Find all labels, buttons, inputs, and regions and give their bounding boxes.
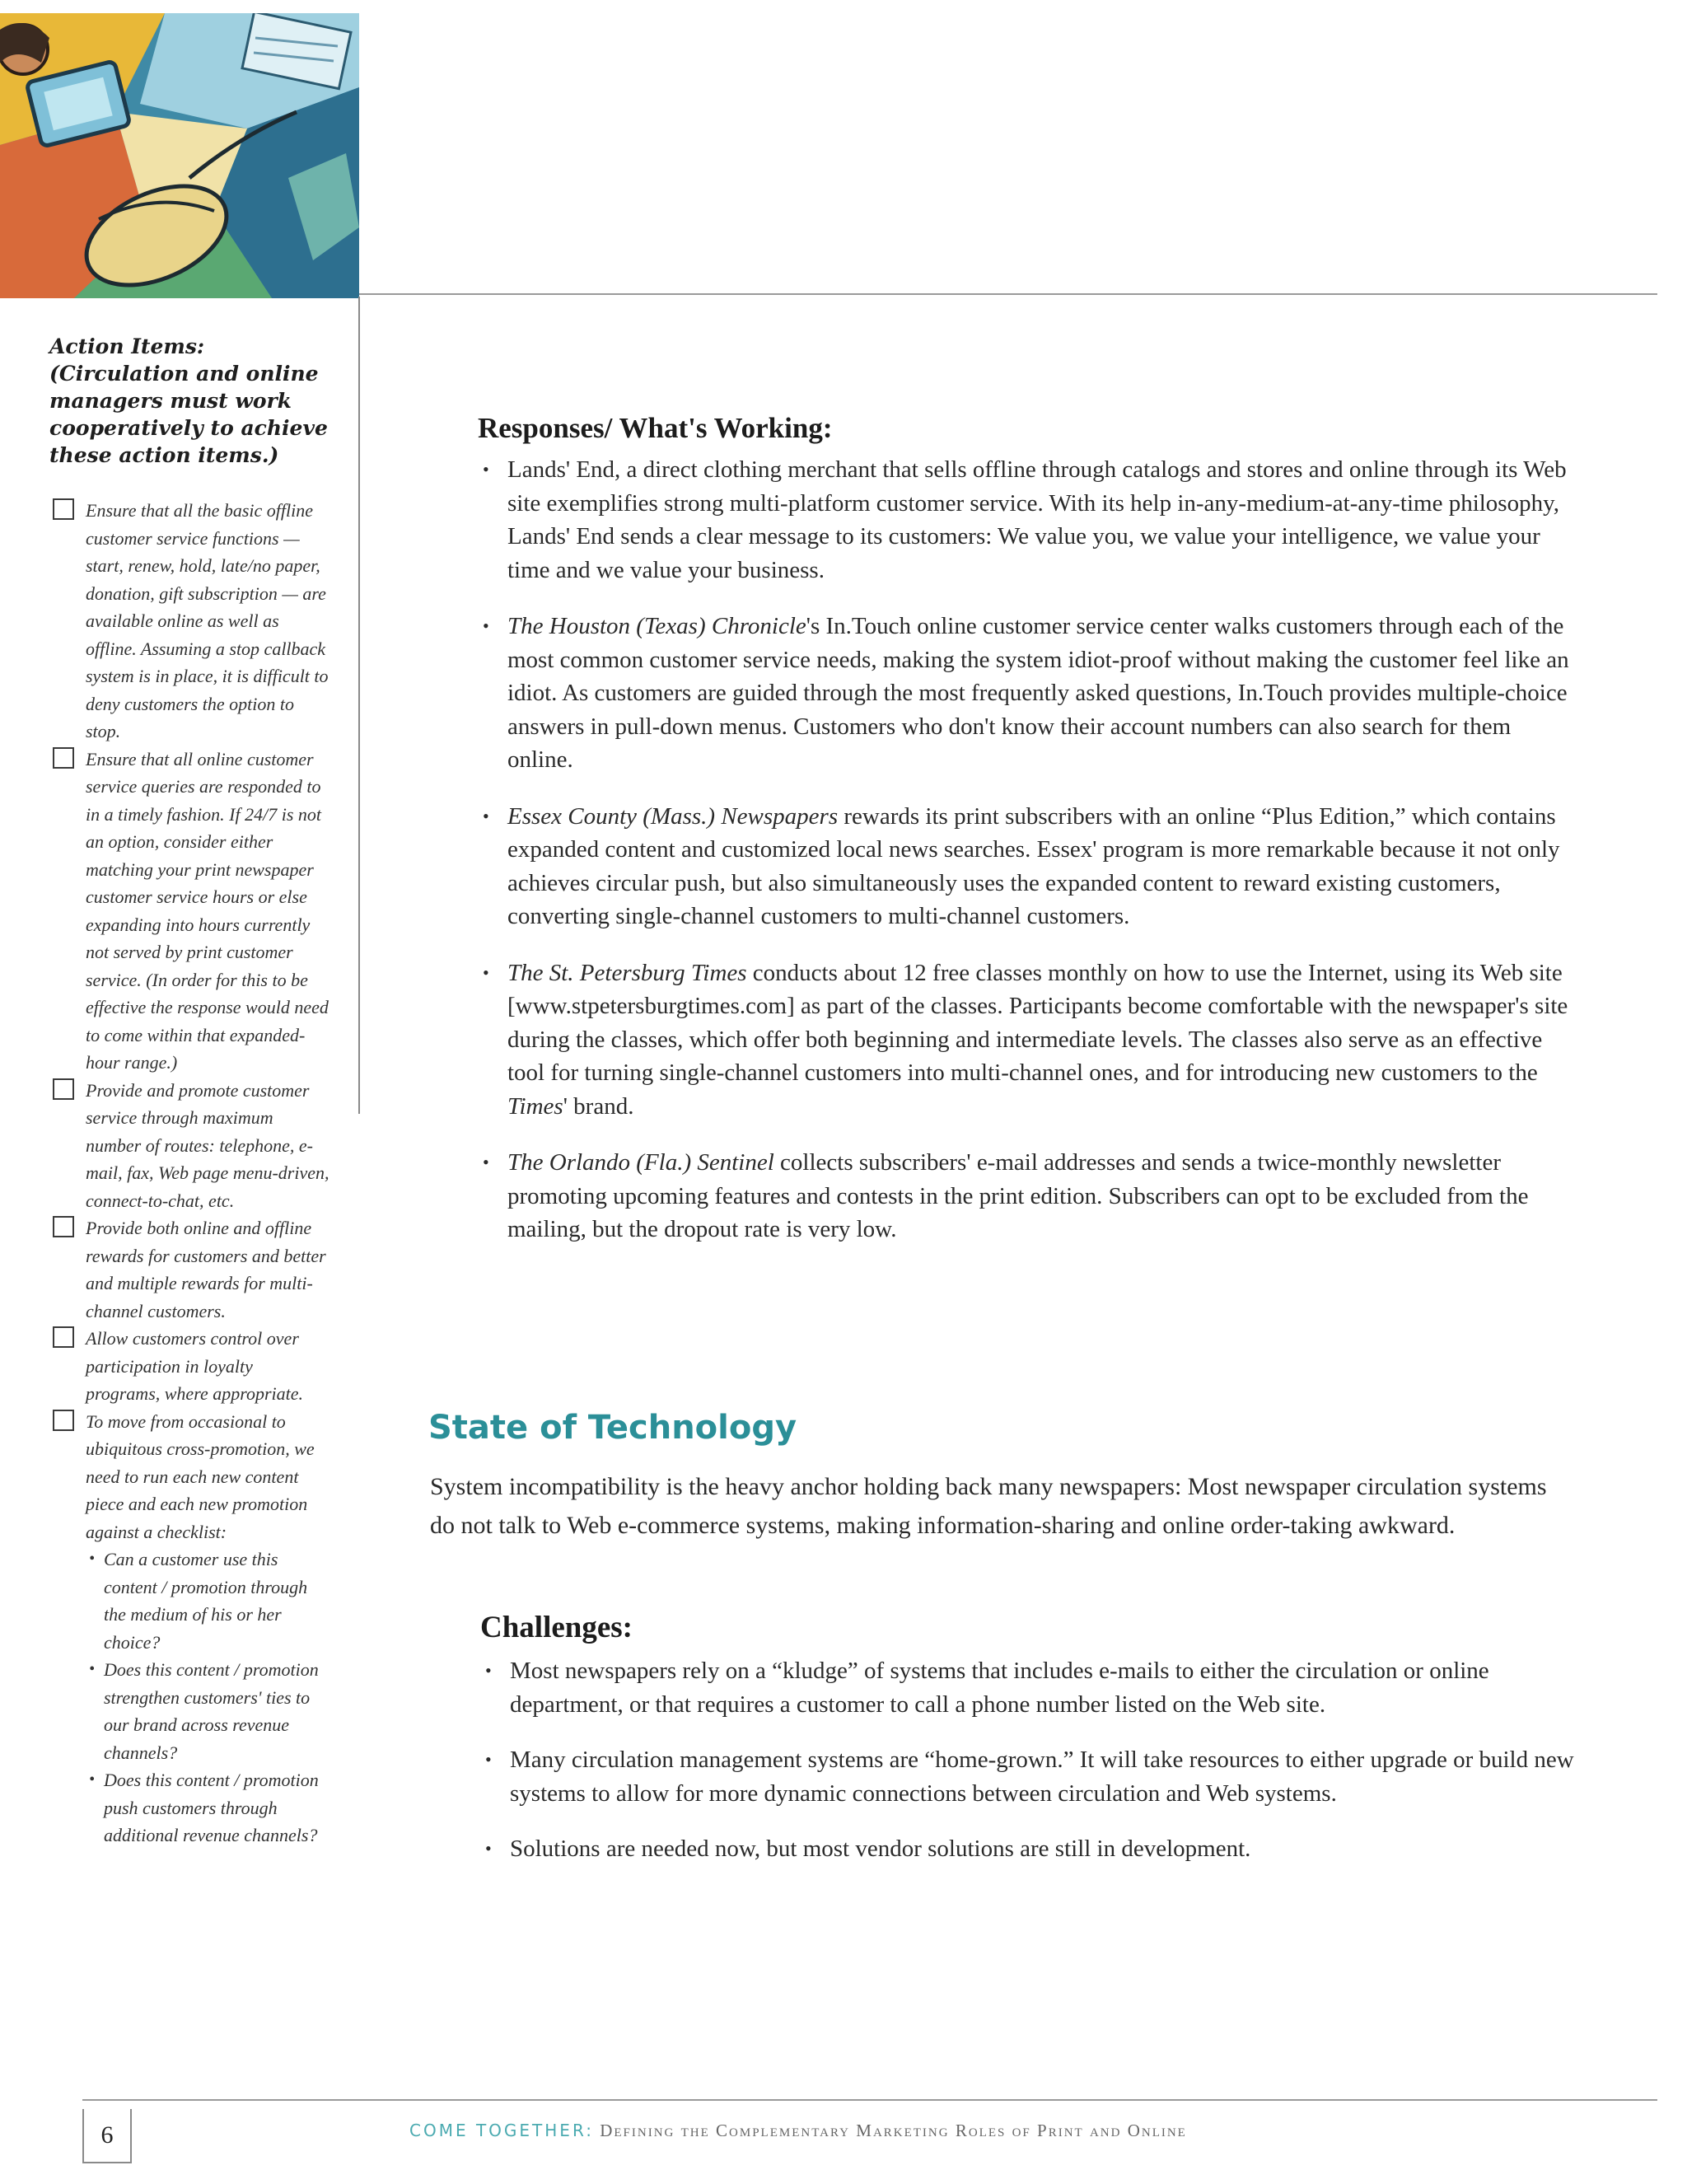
response-bullet: [507, 1146, 1575, 1246]
action-item-text: Ensure that all the basic offline customer service functions — start, renew, hold, late/no paper, donation, gift subscription — are available online as well as offline. Assuming a stop callback system is in place, it is difficult to deny customers the option to stop.: [86, 500, 329, 741]
response-bullet: [507, 610, 1575, 777]
challenge-bullet: • Solutions are needed now, but most vendor solutions are still in development.: [510, 1832, 1577, 1866]
action-item-text: Provide and promote customer service through maximum number of routes: telephone, e-mail, fax, Web page menu-driven, connect-to-chat, etc.: [86, 1079, 329, 1211]
checklist-item: • Can a customer use this content / promotion through the medium of his or her choice?: [104, 1546, 329, 1656]
header-illustration: [0, 13, 359, 298]
action-item: [49, 1214, 329, 1325]
response-bullet: [507, 453, 1575, 587]
technology-paragraph: System incompatibility is the heavy anchor holding back many newspapers: Most newspaper circulation systems do not talk to Web e-commerce systems, making information-sharing and online order-taking awkward.: [430, 1473, 1547, 1539]
action-item-text: Allow customers control over participation in loyalty programs, where appropriate.: [86, 1328, 303, 1404]
checkbox[interactable]: [53, 1326, 74, 1348]
action-item: [49, 1325, 329, 1408]
bullet-text: 's In.Touch online customer service center walks customers through each of the most common customer service needs, making the system idiot-proof without making the customer feel like an idiot. As customers are guided through the most frequently asked questions, In.Touch provides multiple-choice answers in pull-down menus. Customers who don't know their account numbers can also search for them online.: [507, 613, 1569, 773]
action-item-text: To move from occasional to ubiquitous cross-promotion, we need to run each new content piece and each new promotion against a checklist:: [86, 1410, 315, 1542]
footer-brand: COME TOGETHER:: [409, 2121, 594, 2140]
checklist-item: • Does this content / promotion push customers through additional revenue channels?: [104, 1766, 329, 1850]
checkbox[interactable]: [53, 747, 74, 769]
sidebar-divider: [358, 297, 360, 1114]
state-of-technology-heading: State of Technology: [428, 1409, 797, 1447]
publication-name: Essex County (Mass.) Newspapers: [507, 802, 839, 830]
bullet-text: conducts about 12 free classes monthly on how to use the Internet, using its Web site [www.stpetersburgtimes.com] as part of the classes. Participants become comfortable with the newspaper's site during the classes, which offer both beginning and intermediate levels. The classes also serve as an effective tool for turning single-channel customers into multi-channel ones, and for introducing new customers to the: [507, 959, 1568, 1086]
challenges-heading: Challenges:: [480, 1611, 633, 1644]
challenges-list: [510, 1654, 1577, 1888]
checklist: [86, 1546, 329, 1850]
sidebar-heading: Action Items: (Circulation and online managers must work cooperatively to achieve these action items.): [49, 334, 328, 467]
responses-heading: Responses/ What's Working:: [478, 412, 833, 444]
publication-name: The St. Petersburg Times: [507, 959, 747, 986]
footer-subtitle: Defining the Complementary Marketing Roles of Print and Online: [600, 2121, 1187, 2140]
challenge-bullet: • Many circulation management systems are “home-grown.” It will take resources to either upgrade or build new systems to allow for more dynamic connections between circulation and Web systems.: [510, 1743, 1577, 1810]
action-item-text: Ensure that all online customer service queries are responded to in a timely fashion. If 24/7 is not an option, consider either matching your print newspaper customer service hours or else expanding into hours currently not served by print customer service. (In order for this to be effective the response would need to come within that expanded-hour range.): [86, 748, 329, 1073]
checkbox[interactable]: [53, 1216, 74, 1237]
bullet-text: Lands' End, a direct clothing merchant that sells offline through catalogs and stores and online through its Web site exemplifies strong multi-platform customer service. With its help in-any-medium-at-any-time philosophy, Lands' End sends a clear message to its customers: We value you, we value your intelligence, we value your time and we value your business.: [507, 456, 1567, 583]
publication-name: The Orlando (Fla.) Sentinel: [507, 1149, 774, 1176]
top-rule: [359, 293, 1657, 295]
action-item: [49, 1077, 329, 1215]
action-item: [49, 497, 329, 746]
response-bullet: [507, 800, 1575, 933]
challenge-bullet: • Most newspapers rely on a “kludge” of systems that includes e-mails to either the circulation or online department, or that requires a customer to call a phone number listed on the Web site.: [510, 1654, 1577, 1721]
publication-name: The Houston (Texas) Chronicle: [507, 613, 806, 639]
action-item-text: Provide both online and offline rewards for customers and better and multiple rewards for multi-channel customers.: [86, 1218, 326, 1321]
bullet-text: rewards its print subscribers with an online “Plus Edition,” which contains expanded content and customized local news searches. Essex' program is more remarkable because it not only achieves circular push, but also simultaneously uses the expanded content to reward existing customers, converting single-channel customers to multi-channel customers.: [507, 802, 1560, 929]
action-items-sidebar: [49, 333, 329, 1850]
bullet-text: ' brand.: [563, 1092, 634, 1120]
page-number: 6: [82, 2109, 132, 2163]
checklist-item: • Does this content / promotion strengthen customers' ties to our brand across revenue channels?: [104, 1656, 329, 1766]
checkbox[interactable]: [53, 1410, 74, 1431]
footer-rule: [82, 2099, 1657, 2101]
running-footer: [409, 2121, 1187, 2141]
response-bullet: [507, 956, 1575, 1124]
bullet-text: collects subscribers' e-mail addresses and sends a twice-monthly newsletter promoting upcoming features and contests in the print edition. Subscribers can opt to be excluded from the mailing, but the dropout rate is very low.: [507, 1149, 1529, 1242]
action-item: [49, 1408, 329, 1850]
publication-name: Times: [507, 1092, 563, 1120]
responses-list: [507, 453, 1575, 1270]
checkbox[interactable]: [53, 1078, 74, 1100]
checkbox[interactable]: [53, 498, 74, 520]
action-item: [49, 746, 329, 1077]
